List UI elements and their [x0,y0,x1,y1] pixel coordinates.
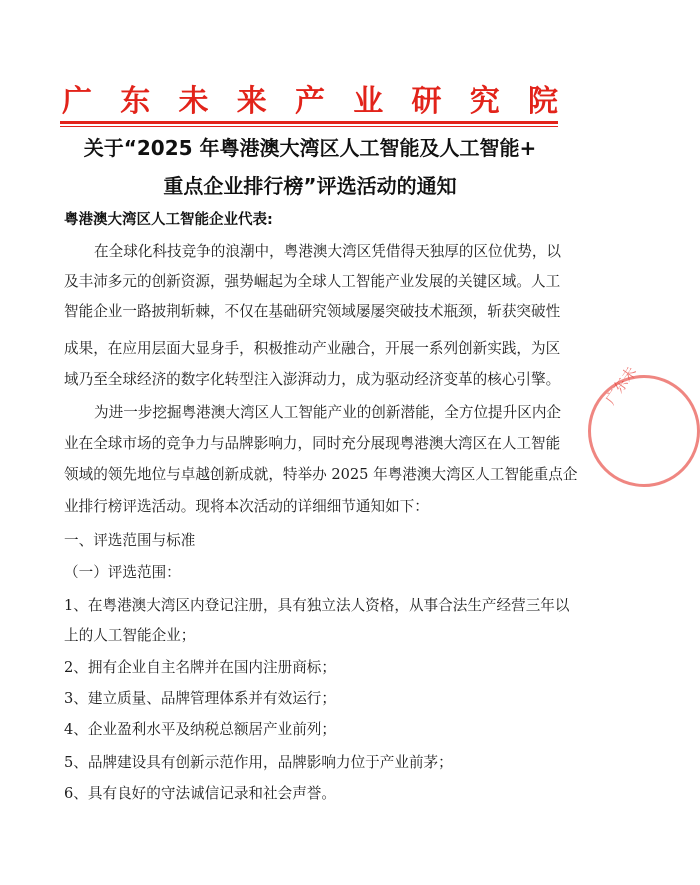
letterhead-char: 东 [120,84,151,119]
letterhead-char: 院 [528,84,558,119]
letterhead-divider-thin [60,126,558,127]
criteria-item: 5、品牌建设具有创新示范作用，品牌影响力位于产业前茅； [64,754,453,771]
document-title-line-2: 重点企业排行榜”评选活动的通知 [163,174,457,198]
body-line: 业排行榜评选活动。现将本次活动的详细细节通知如下： [64,498,429,515]
body-line: 成果，在应用层面大显身手，积极推动产业融合，开展一系列创新实践，为区 [64,340,561,357]
criteria-item: 4、企业盈利水平及纳税总额居产业前列； [64,721,336,738]
body-line: 域乃至全球经济的数字化转型注入澎湃动力，成为驱动经济变革的核心引擎。 [64,371,561,388]
letterhead-char: 未 [178,84,209,119]
letterhead-char: 广 [62,84,92,119]
letterhead-divider-thick [60,121,558,124]
document-title-line-1: 关于“2025 年粤港澳大湾区人工智能及人工智能+ [83,136,537,160]
criteria-item: 1、在粤港澳大湾区内登记注册，具有独立法人资格，从事合法生产经营三年以 [64,597,570,614]
body-line: 在全球化科技竞争的浪潮中，粤港澳大湾区凭借得天独厚的区位优势，以 [94,243,562,260]
criteria-item: 2、拥有企业自主名牌并在国内注册商标； [64,659,336,676]
addressee: 粤港澳大湾区人工智能企业代表: [64,212,273,228]
body-line: 业在全球市场的竞争力与品牌影响力，同时充分展现粤港澳大湾区在人工智能 [64,435,561,452]
body-line: 领域的领先地位与卓越创新成就，特举办 2025 年粤港澳大湾区人工智能重点企 [64,466,578,483]
letterhead-char: 产 [295,84,325,119]
body-line: 及丰沛多元的创新资源，强势崛起为全球人工智能产业发展的关键区域。人工 [64,273,561,290]
criteria-item-continued: 上的人工智能企业； [64,627,196,644]
criteria-item: 6、具有良好的守法诚信记录和社会声誉。 [64,785,336,802]
organization-letterhead [62,82,558,122]
letterhead-char: 业 [353,84,384,119]
official-seal-text: 广东未 [602,364,641,408]
body-line: 智能企业一路披荆斩棘，不仅在基础研究领域屡屡突破技术瓶颈，斩获突破性 [64,303,561,320]
letterhead-char: 来 [236,84,267,119]
criteria-item: 3、建立质量、品牌管理体系并有效运行； [64,690,336,707]
letterhead-char: 究 [469,84,500,119]
subsection-heading: （一）评选范围： [64,564,181,581]
section-heading: 一、评选范围与标准 [64,532,196,549]
letterhead-char: 研 [411,84,442,119]
body-line: 为进一步挖掘粤港澳大湾区人工智能产业的创新潜能，全方位提升区内企 [94,404,562,421]
